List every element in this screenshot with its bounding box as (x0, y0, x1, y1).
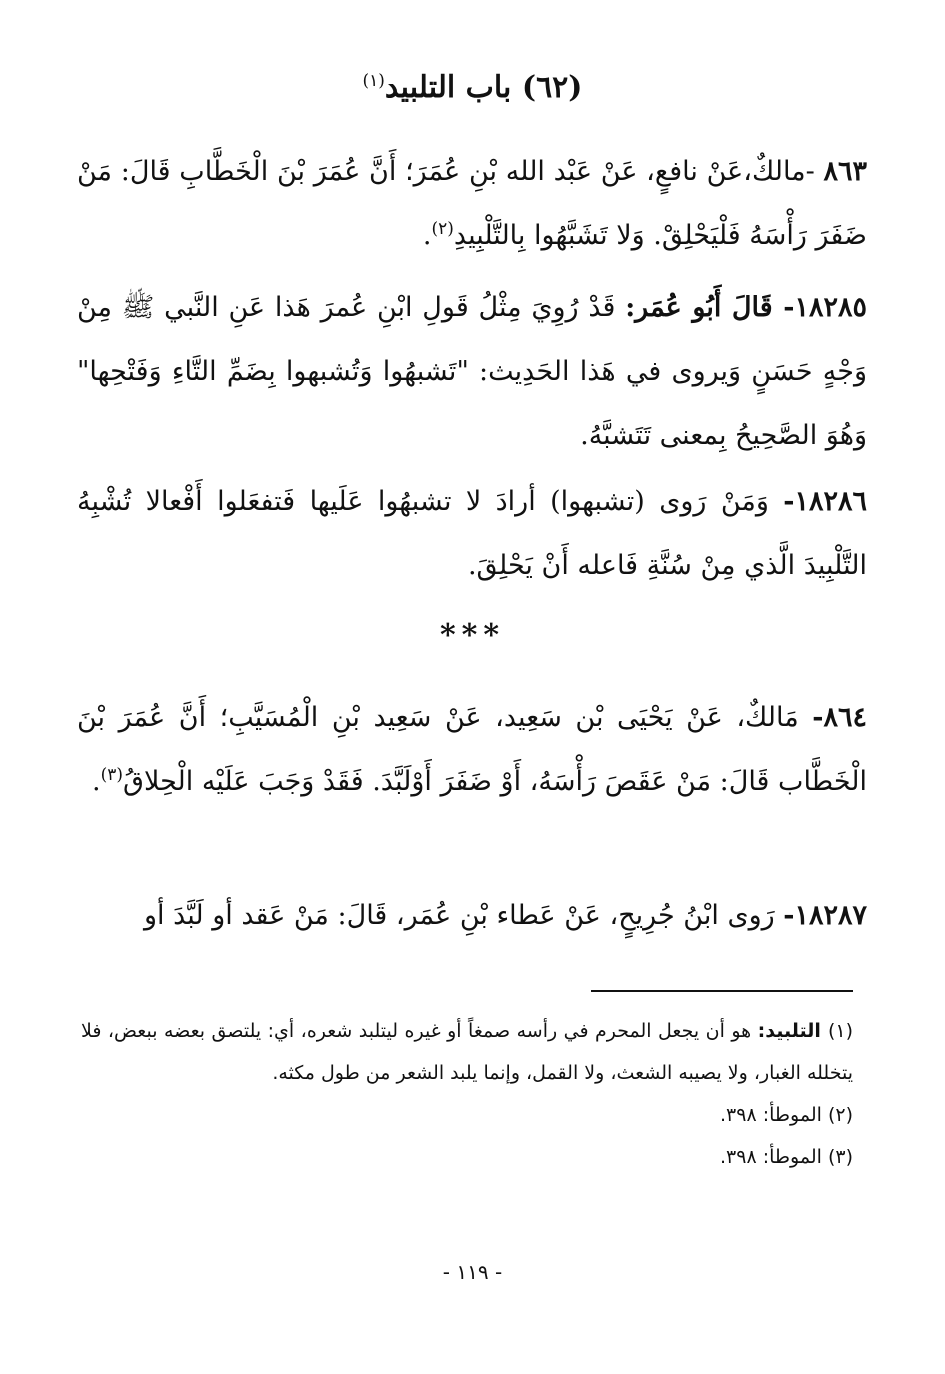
footnote-rule (591, 990, 853, 992)
hadith-end: . (422, 220, 432, 251)
footnote-text: الموطأ: ٣٩٨. (720, 1146, 828, 1168)
comment-number: ١٨٢٨٧- (783, 900, 867, 931)
comment-text: قَدْ رُوِيَ مِثْلُ قَولِ ابْنِ عُمرَ هَذا عَنِ النَّبي ﷺ مِنْ وَجْهٍ حَسَنٍ وَيروى في هَذا الحَدِيث: "تَشبهُوا وَتُشبهوا بِضَمِّ التَّاءِ وَفَتْحِها" وَهُوَ الصَّحِيحُ بِمعنى تَتَشبَّهُ. (77, 292, 867, 451)
comment-text: وَمَنْ رَوى (تشبهوا) أرادَ لا تشبهُوا عَلَيها فَتفعَلوا أَفْعالا تُشْبِهُ التَّلْبِيدَ الَّذي مِنْ سُنَّةِ فَاعله أَنْ يَحْلِقَ. (77, 486, 867, 581)
comment-speaker: قَالَ أَبُو عُمَر: (625, 292, 784, 323)
hadith-864 (77, 686, 867, 814)
footnote-text: هو أن يجعل المحرم في رأسه صمغاً أو غيره ليتلبد شعره، أي: يلتصق بعضه ببعض، فلا يتخلله الغبار، ولا يصيبه الشعث، ولا القمل، وإنما يلبد الشعر من طول مكثه. (81, 1020, 853, 1084)
comment-number: ١٨٢٨٦- (783, 486, 867, 517)
comment-18286 (77, 470, 867, 598)
page-number: - ١١٩ - (442, 1260, 503, 1284)
footnote-1 (81, 1010, 853, 1094)
footnote-3 (81, 1136, 853, 1178)
comment-text: رَوى ابْنُ جُرِيحٍ، عَنْ عَطاء بْنِ عُمَر، قَالَ: مَنْ عَقد أو لَبَّدَ أو (143, 900, 784, 931)
footnote-ref: (٣) (100, 765, 124, 785)
comment-18287 (77, 884, 867, 948)
hadith-number: ٨٦٣ (823, 156, 867, 187)
section-separator: *** (439, 618, 506, 653)
footnote-2 (81, 1094, 853, 1136)
hadith-number: ٨٦٤- (812, 702, 867, 733)
footnote-marker: (٣) (827, 1146, 853, 1168)
footnotes (81, 1010, 853, 1178)
chapter-title-text: (٦٢) باب التلبيد (384, 70, 583, 105)
chapter-footnote-ref: (١) (362, 71, 385, 91)
hadith-863 (77, 140, 867, 268)
footnote-text: الموطأ: ٣٩٨. (720, 1104, 828, 1126)
hadith-text: مَالكٌ، عَنْ يَحْيَى بْن سَعِيد، عَنْ سَعِيد بْنِ الْمُسَيَّبِ؛ أَنَّ عُمَرَ بْنَ الْخَطَّاب قَالَ: مَنْ عَقَصَ رَأْسَهُ، أَوْ ضَفَرَ أَوْلَبَّدَ. فَقَدْ وَجَبَ عَلَيْه الْحِلاقُ (77, 702, 867, 797)
comment-18285 (77, 276, 867, 468)
hadith-text: -مالكٌ،عَنْ نافعٍ، عَنْ عَبْد الله بْنِ عُمَرَ؛ أَنَّ عُمَرَ بْنَ الْخَطَّابِ قَالَ: مَنْ ضَفَرَ رَأْسَهُ فَلْيَحْلِقْ. وَلا تَشَبَّهُوا بِالتَّلْبِيدِ (77, 156, 867, 251)
footnote-ref: (٢) (431, 219, 454, 239)
chapter-title (0, 62, 945, 114)
footnote-marker: (٢) (827, 1104, 853, 1126)
hadith-end: . (92, 766, 101, 797)
comment-number: ١٨٢٨٥- (783, 292, 867, 323)
footnote-marker: (١) (827, 1020, 853, 1042)
footnote-term: التلبيد: (757, 1020, 828, 1042)
